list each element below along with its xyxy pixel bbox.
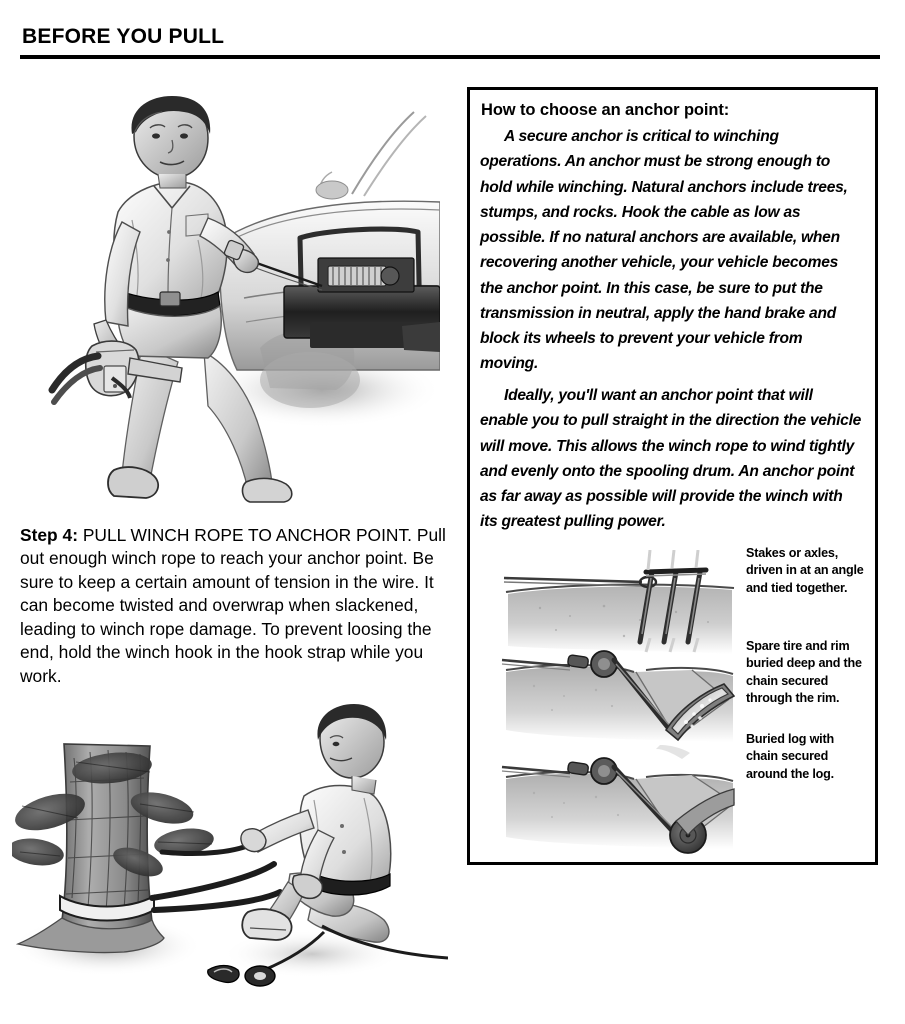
- anchor-caption-buried-log: Buried log with chain secured around the log.: [746, 732, 834, 781]
- anchor-panel-heading: How to choose an anchor point:: [481, 101, 730, 119]
- step-title-caps: PULL WINCH ROPE TO ANCHOR POINT.: [77, 525, 413, 545]
- man-wrapping-tree-strap-around-tree-illustration: [12, 702, 448, 1018]
- anchor-paragraph-1: A secure anchor is critical to winching operations. An anchor must be strong enough to hold while winching. Natural anchors include trees, stumps, and rocks. Hook the cable as low as possible. If no natural anchors are available, when recovering another vehicle, your vehicle becomes the anchor point. In this case, be sure to put the transmission in neutral, apply the hand brake and block its wheels to prevent your vehicle from moving.: [480, 128, 848, 373]
- how-to-choose-anchor-point-panel: [467, 87, 878, 865]
- buried-log-anchor-diagram: [500, 745, 735, 857]
- buried-spare-tire-anchor-diagram: [500, 638, 735, 750]
- anchor-paragraph-2: Ideally, you'll want an anchor point that will enable you to pull straight in the direction the vehicle will move. This allows the winch rope to wind tightly and evenly onto the spooling drum. An anchor point as far away as possible will provide the winch with its greatest pulling power.: [480, 387, 862, 531]
- step-number-label: Step 4:: [20, 525, 78, 545]
- step-body-text: Pull out enough winch rope to reach your anchor point. Be sure to keep a certain amount of tension in the wire. It can become twisted and overwrap when slackened, leading to winch rope damage. To prevent loosing the end, hold the winch hook in the hook strap while you work.: [20, 525, 446, 686]
- page-title: BEFORE YOU PULL: [22, 25, 225, 48]
- title-divider-rule: [20, 55, 880, 59]
- man-pulling-winch-rope-from-vehicle-illustration: [22, 90, 440, 510]
- anchor-caption-spare-tire-and-rim: Spare tire and rim buried deep and the chain secured through the rim.: [746, 639, 862, 706]
- anchor-caption-stakes-or-axles: Stakes or axles, driven in at an angle and tied together.: [746, 546, 864, 595]
- step-4-instruction-text: [20, 524, 450, 688]
